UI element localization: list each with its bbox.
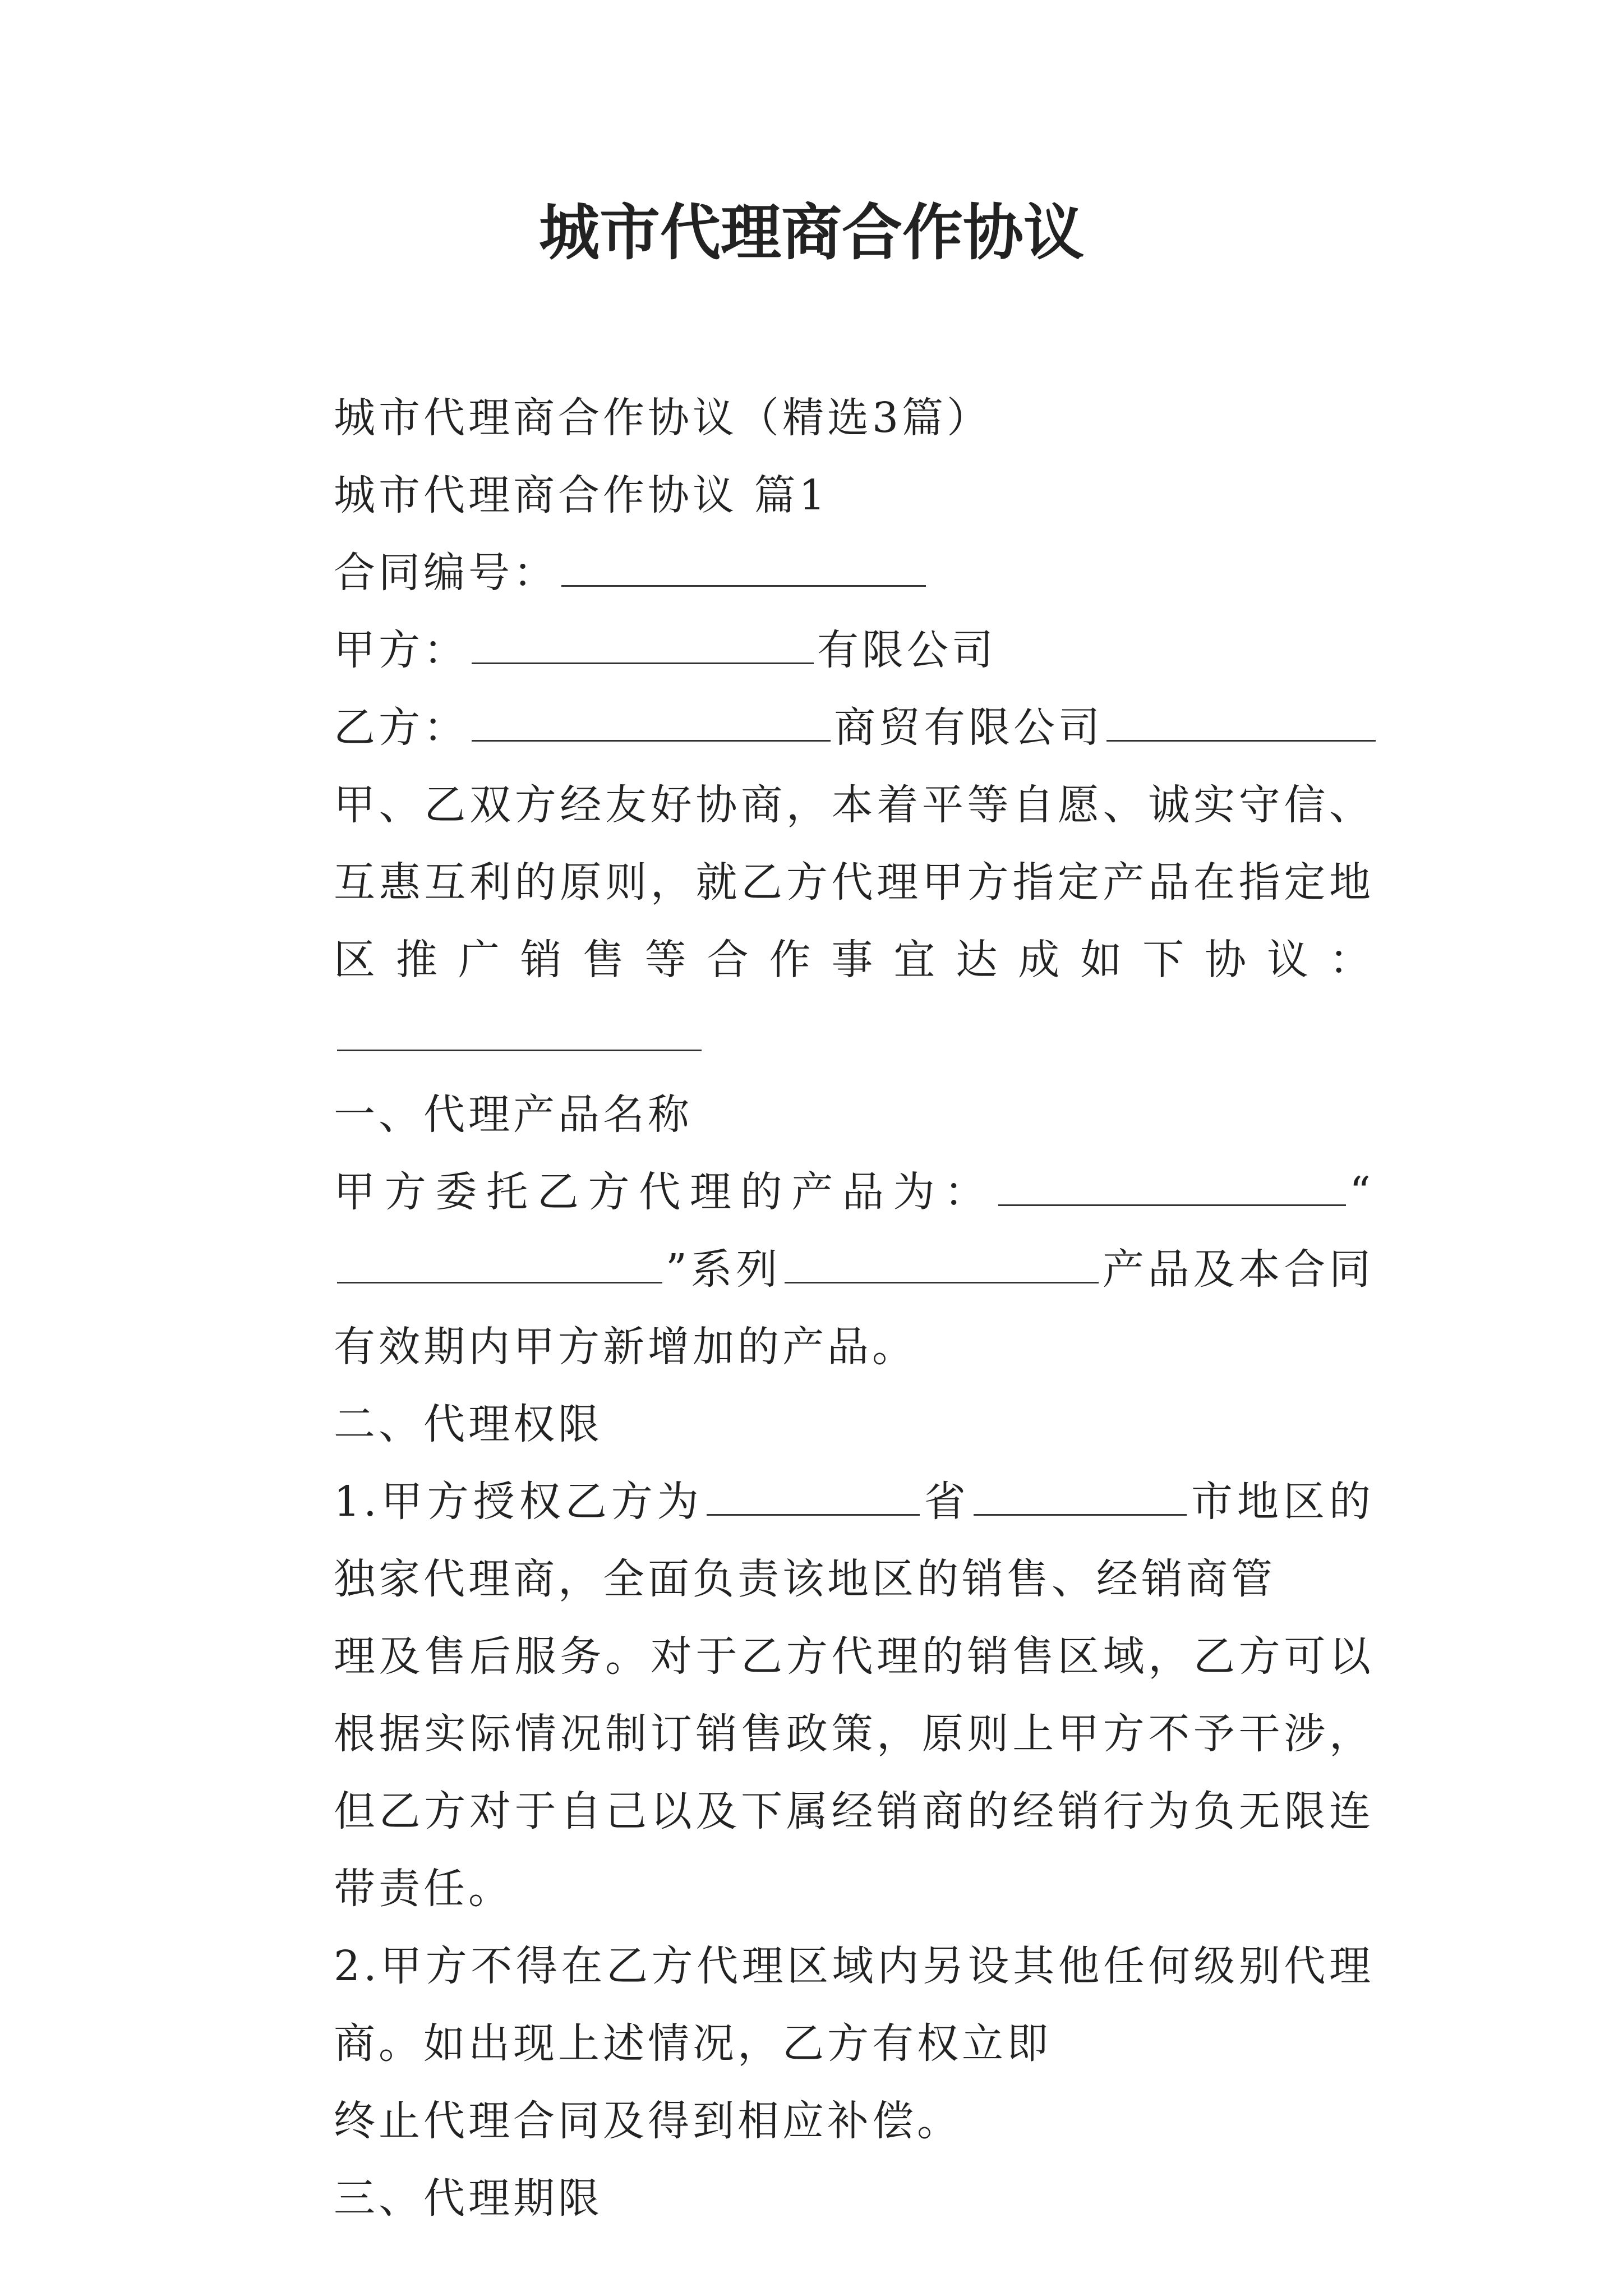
party-b-label: 乙方： bbox=[334, 703, 468, 752]
s2-p1-province: 省 bbox=[923, 1478, 970, 1526]
province-blank bbox=[707, 1479, 920, 1516]
party-a-line bbox=[250, 611, 1374, 689]
party-b-blank bbox=[472, 705, 831, 742]
open-quote: “ bbox=[1349, 1168, 1374, 1216]
section-2-paragraph-2-continued: 终止代理合同及得到相应补偿。 bbox=[334, 2097, 962, 2145]
section-3-heading: 三、代理期限 bbox=[334, 2174, 603, 2223]
s1-text-b: 产品及本合同有效期内甲方新增加的产品。 bbox=[334, 1245, 1374, 1371]
section-1-paragraph bbox=[250, 1153, 1374, 1386]
section-2-paragraph-1 bbox=[250, 1463, 1374, 1618]
document-title: 城市代理商合作协议 bbox=[538, 197, 1084, 268]
close-quote-series: ”系列 bbox=[666, 1245, 782, 1294]
party-a-label: 甲方： bbox=[334, 626, 468, 674]
s2-p1-a: 1.甲方授权乙方为 bbox=[334, 1478, 703, 1526]
s1-text-a: 甲方委托乙方代理的产品为： bbox=[334, 1168, 995, 1216]
subtitle: 城市代理商合作协议（精选3篇） bbox=[334, 394, 992, 442]
city-blank bbox=[974, 1479, 1187, 1516]
section-2-heading: 二、代理权限 bbox=[334, 1400, 603, 1448]
section-2-paragraph-1-continued: 理及售后服务。对于乙方代理的销售区域，乙方可以根据实际情况制订销售政策，原则上甲方不予干涉，但乙方对于自己以及下属经销商的经销行为负无限连带责任。 bbox=[334, 1632, 1374, 1913]
document-body bbox=[250, 379, 1374, 2237]
part-heading: 城市代理商合作协议 篇1 bbox=[334, 471, 829, 519]
section-2-paragraph-2: 2.甲方不得在乙方代理区域内另设其他任何级别代理商。如出现上述情况，乙方有权立即 bbox=[334, 1942, 1374, 2068]
contract-number-blank bbox=[561, 550, 926, 587]
contract-number-line bbox=[250, 534, 1374, 611]
party-b-line bbox=[250, 689, 1374, 766]
party-a-blank bbox=[472, 628, 814, 664]
party-b-trailing-blank bbox=[1106, 705, 1376, 742]
intro-text: 甲、乙双方经友好协商，本着平等自愿、诚实守信、互惠互利的原则，就乙方代理甲方指定产品在指定地区推广销售等合作事宜达成如下协议： bbox=[334, 781, 1374, 984]
s2-p1-b: 市地区的独家代理商，全面负责该地区的销售、经销商管 bbox=[334, 1478, 1375, 1603]
series-name-blank bbox=[337, 1247, 662, 1283]
party-b-suffix: 商贸有限公司 bbox=[834, 703, 1103, 752]
product-blank bbox=[998, 1170, 1346, 1206]
party-a-suffix: 有限公司 bbox=[817, 626, 997, 674]
contract-number-label: 合同编号： bbox=[334, 549, 558, 597]
section-1-heading: 一、代理产品名称 bbox=[334, 1091, 693, 1139]
intro-blank bbox=[337, 1015, 702, 1051]
series-product-blank bbox=[785, 1247, 1099, 1283]
intro-paragraph bbox=[250, 766, 1374, 1076]
